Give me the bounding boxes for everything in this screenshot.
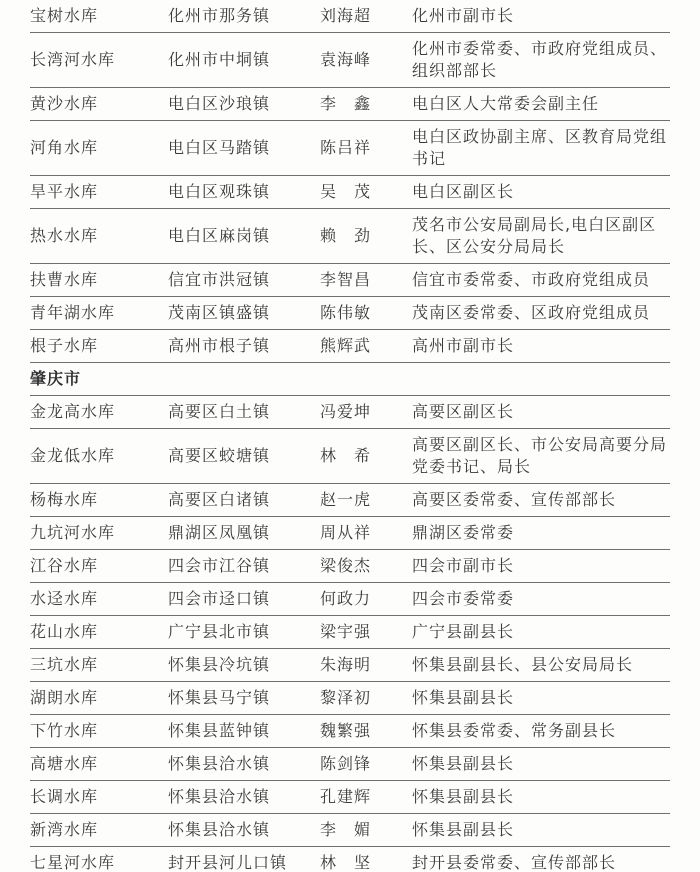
person-cell: 何政力 bbox=[320, 583, 412, 616]
position-cell: 怀集县副县长 bbox=[412, 682, 670, 715]
reservoir-cell: 长湾河水库 bbox=[30, 33, 168, 88]
city-section-row bbox=[30, 363, 670, 396]
position-cell: 四会市委常委 bbox=[412, 583, 670, 616]
table-row bbox=[30, 847, 670, 872]
table-row bbox=[30, 297, 670, 330]
position-cell: 怀集县副县长 bbox=[412, 748, 670, 781]
reservoir-cell: 金龙高水库 bbox=[30, 396, 168, 429]
reservoir-cell: 宝树水库 bbox=[30, 0, 168, 33]
person-cell: 朱海明 bbox=[320, 649, 412, 682]
position-cell: 高要区副区长 bbox=[412, 396, 670, 429]
town-cell: 广宁县北市镇 bbox=[168, 616, 320, 649]
reservoir-cell: 花山水库 bbox=[30, 616, 168, 649]
position-cell: 高州市副市长 bbox=[412, 330, 670, 363]
person-cell: 吴 茂 bbox=[320, 176, 412, 209]
town-cell: 怀集县冷坑镇 bbox=[168, 649, 320, 682]
table-row bbox=[30, 330, 670, 363]
position-cell: 广宁县副县长 bbox=[412, 616, 670, 649]
position-cell: 四会市副市长 bbox=[412, 550, 670, 583]
position-cell: 怀集县委常委、常务副县长 bbox=[412, 715, 670, 748]
position-cell: 电白区政协副主席、区教育局党组书记 bbox=[412, 121, 670, 176]
person-cell: 熊辉武 bbox=[320, 330, 412, 363]
reservoir-cell: 江谷水库 bbox=[30, 550, 168, 583]
reservoir-cell: 湖朗水库 bbox=[30, 682, 168, 715]
town-cell: 化州市那务镇 bbox=[168, 0, 320, 33]
person-cell: 赖 劲 bbox=[320, 209, 412, 264]
town-cell: 电白区沙琅镇 bbox=[168, 88, 320, 121]
position-cell: 电白区副区长 bbox=[412, 176, 670, 209]
reservoir-cell: 金龙低水库 bbox=[30, 429, 168, 484]
town-cell: 怀集县洽水镇 bbox=[168, 781, 320, 814]
person-cell: 陈吕祥 bbox=[320, 121, 412, 176]
person-cell: 李 媚 bbox=[320, 814, 412, 847]
table-row bbox=[30, 121, 670, 176]
table-row bbox=[30, 33, 670, 88]
town-cell: 电白区麻岗镇 bbox=[168, 209, 320, 264]
reservoir-cell: 长调水库 bbox=[30, 781, 168, 814]
table-row bbox=[30, 583, 670, 616]
table-row bbox=[30, 264, 670, 297]
town-cell: 四会市江谷镇 bbox=[168, 550, 320, 583]
town-cell: 怀集县蓝钟镇 bbox=[168, 715, 320, 748]
position-cell: 封开县委常委、宣传部部长 bbox=[412, 847, 670, 872]
town-cell: 茂南区镇盛镇 bbox=[168, 297, 320, 330]
town-cell: 四会市迳口镇 bbox=[168, 583, 320, 616]
reservoir-cell: 根子水库 bbox=[30, 330, 168, 363]
person-cell: 陈伟敏 bbox=[320, 297, 412, 330]
person-cell: 梁俊杰 bbox=[320, 550, 412, 583]
reservoir-cell: 下竹水库 bbox=[30, 715, 168, 748]
table-row bbox=[30, 748, 670, 781]
position-cell: 怀集县副县长 bbox=[412, 781, 670, 814]
town-cell: 怀集县洽水镇 bbox=[168, 748, 320, 781]
table-row bbox=[30, 88, 670, 121]
table-row bbox=[30, 176, 670, 209]
person-cell: 孔建辉 bbox=[320, 781, 412, 814]
town-cell: 电白区观珠镇 bbox=[168, 176, 320, 209]
reservoir-cell: 扶曹水库 bbox=[30, 264, 168, 297]
position-cell: 电白区人大常委会副主任 bbox=[412, 88, 670, 121]
town-cell: 怀集县马宁镇 bbox=[168, 682, 320, 715]
reservoir-cell: 九坑河水库 bbox=[30, 517, 168, 550]
person-cell: 林 坚 bbox=[320, 847, 412, 872]
town-cell: 怀集县洽水镇 bbox=[168, 814, 320, 847]
town-cell: 化州市中垌镇 bbox=[168, 33, 320, 88]
town-cell: 电白区马踏镇 bbox=[168, 121, 320, 176]
reservoir-cell: 热水水库 bbox=[30, 209, 168, 264]
reservoir-cell: 水迳水库 bbox=[30, 583, 168, 616]
table-row bbox=[30, 682, 670, 715]
table-row bbox=[30, 209, 670, 264]
position-cell: 高要区副区长、市公安局高要分局党委书记、局长 bbox=[412, 429, 670, 484]
town-cell: 信宜市洪冠镇 bbox=[168, 264, 320, 297]
person-cell: 林 希 bbox=[320, 429, 412, 484]
person-cell: 袁海峰 bbox=[320, 33, 412, 88]
table-row bbox=[30, 814, 670, 847]
person-cell: 李 鑫 bbox=[320, 88, 412, 121]
position-cell: 高要区委常委、宣传部部长 bbox=[412, 484, 670, 517]
reservoir-cell: 七星河水库 bbox=[30, 847, 168, 872]
town-cell: 高州市根子镇 bbox=[168, 330, 320, 363]
table-row bbox=[30, 616, 670, 649]
position-cell: 化州市委常委、市政府党组成员、组织部部长 bbox=[412, 33, 670, 88]
person-cell: 黎泽初 bbox=[320, 682, 412, 715]
reservoir-cell: 青年湖水库 bbox=[30, 297, 168, 330]
position-cell: 怀集县副县长 bbox=[412, 814, 670, 847]
position-cell: 茂南区委常委、区政府党组成员 bbox=[412, 297, 670, 330]
town-cell: 高要区白土镇 bbox=[168, 396, 320, 429]
town-cell: 高要区白诸镇 bbox=[168, 484, 320, 517]
table-row bbox=[30, 649, 670, 682]
table-row bbox=[30, 517, 670, 550]
position-cell: 信宜市委常委、市政府党组成员 bbox=[412, 264, 670, 297]
table-row bbox=[30, 781, 670, 814]
position-cell: 鼎湖区委常委 bbox=[412, 517, 670, 550]
reservoir-cell: 黄沙水库 bbox=[30, 88, 168, 121]
table-row bbox=[30, 0, 670, 33]
person-cell: 周从祥 bbox=[320, 517, 412, 550]
reservoir-cell: 河角水库 bbox=[30, 121, 168, 176]
town-cell: 高要区蛟塘镇 bbox=[168, 429, 320, 484]
table-row bbox=[30, 396, 670, 429]
reservoir-cell: 高塘水库 bbox=[30, 748, 168, 781]
table-row bbox=[30, 550, 670, 583]
reservoir-cell: 旱平水库 bbox=[30, 176, 168, 209]
town-cell: 鼎湖区凤凰镇 bbox=[168, 517, 320, 550]
person-cell: 陈剑锋 bbox=[320, 748, 412, 781]
position-cell: 化州市副市长 bbox=[412, 0, 670, 33]
person-cell: 梁宇强 bbox=[320, 616, 412, 649]
table-row bbox=[30, 715, 670, 748]
reservoir-cell: 三坑水库 bbox=[30, 649, 168, 682]
position-cell: 茂名市公安局副局长,电白区副区长、区公安分局局长 bbox=[412, 209, 670, 264]
city-section-label: 肇庆市 bbox=[30, 363, 670, 396]
table-row bbox=[30, 429, 670, 484]
person-cell: 李智昌 bbox=[320, 264, 412, 297]
reservoir-cell: 杨梅水库 bbox=[30, 484, 168, 517]
table-row bbox=[30, 484, 670, 517]
person-cell: 冯爱坤 bbox=[320, 396, 412, 429]
town-cell: 封开县河儿口镇 bbox=[168, 847, 320, 872]
reservoir-chief-table bbox=[30, 0, 670, 872]
person-cell: 刘海超 bbox=[320, 0, 412, 33]
position-cell: 怀集县副县长、县公安局局长 bbox=[412, 649, 670, 682]
person-cell: 魏繁强 bbox=[320, 715, 412, 748]
reservoir-table-body bbox=[30, 0, 670, 872]
person-cell: 赵一虎 bbox=[320, 484, 412, 517]
reservoir-cell: 新湾水库 bbox=[30, 814, 168, 847]
